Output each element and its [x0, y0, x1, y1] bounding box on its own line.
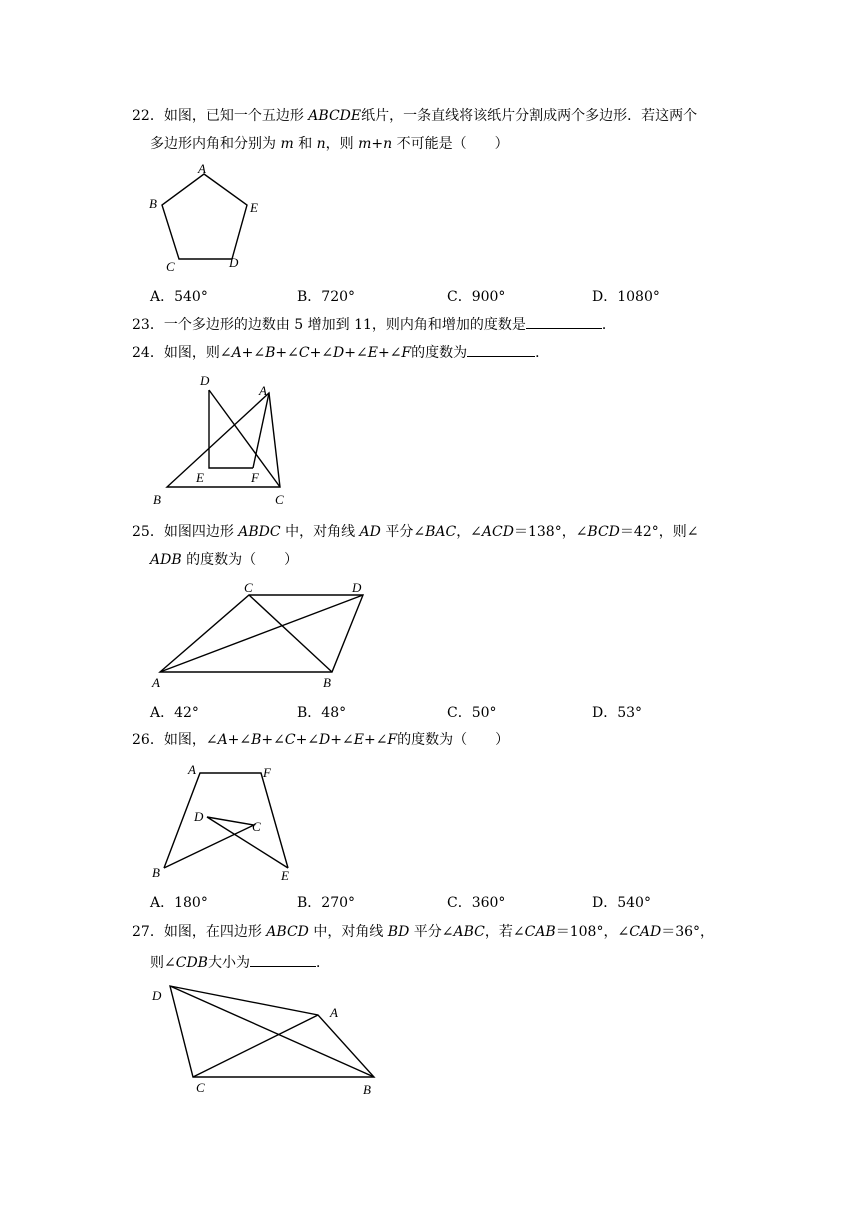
- hexagram-figure: [148, 758, 303, 888]
- q24-label-c: C: [275, 492, 284, 507]
- q26-number: 26．: [132, 732, 164, 748]
- q25-option-c[interactable]: C．50°: [447, 705, 497, 721]
- q26-line: 26．如图，∠A+∠B+∠C+∠D+∠E+∠F的度数为（ ）: [132, 732, 510, 748]
- q27-label-c: C: [196, 1080, 205, 1095]
- q27-line2: 则∠CDB大小为 ．: [150, 952, 330, 973]
- q27-label-a: A: [330, 1005, 338, 1020]
- q25-option-d[interactable]: D．53°: [592, 705, 643, 721]
- q22-label-c: C: [166, 259, 175, 274]
- q25-options: [150, 702, 750, 722]
- q24-label-e: E: [196, 470, 204, 485]
- q25-label-d: D: [352, 580, 362, 595]
- q22-label-a: A: [198, 161, 206, 176]
- q25-line2: ADB 的度数为（ ）: [150, 552, 299, 568]
- q26-label-e: E: [281, 868, 289, 883]
- q24-label-a: A: [259, 383, 267, 398]
- q24-label-d: D: [200, 373, 210, 388]
- q25-number: 25．: [132, 524, 164, 540]
- q24-label-f: F: [251, 470, 259, 485]
- quadrilateral-abcd-figure: [145, 980, 390, 1105]
- q26-label-a: A: [188, 762, 196, 777]
- q25-option-b[interactable]: B．48°: [297, 705, 347, 721]
- q22-option-c[interactable]: C．900°: [447, 289, 506, 305]
- q23-number: 23．: [132, 317, 164, 333]
- q26-option-a[interactable]: A．180°: [150, 895, 208, 911]
- q27-line1: 27．如图，在四边形 ABCD 中，对角线 BD 平分∠ABC，若∠CAB＝108°，∠CAD＝36°，: [132, 924, 715, 940]
- q22-option-a[interactable]: A．540°: [150, 289, 208, 305]
- q27-answer-blank[interactable]: [250, 952, 316, 967]
- q22-label-d: D: [229, 255, 239, 270]
- quadrilateral-abdc-figure: [148, 578, 378, 693]
- q25-label-c: C: [244, 580, 253, 595]
- q23-answer-blank[interactable]: [526, 314, 602, 329]
- q25-line1: 25．如图四边形 ABDC 中，对角线 AD 平分∠BAC，∠ACD＝138°，∠BCD＝42°，则∠: [132, 524, 699, 540]
- q25-label-a: A: [152, 675, 160, 690]
- triangles-figure: [145, 370, 295, 510]
- q23-line: 23．一个多边形的边数由 5 增加到 11，则内角和增加的度数是 ．: [132, 314, 616, 335]
- q27-label-d: D: [152, 988, 162, 1003]
- q25-option-a[interactable]: A．42°: [150, 705, 199, 721]
- q24-line: 24．如图，则∠A+∠B+∠C+∠D+∠E+∠F的度数为 ．: [132, 342, 549, 363]
- pentagon-figure: [140, 160, 270, 275]
- q22-label-e: E: [250, 200, 258, 215]
- q22-options: [150, 286, 750, 306]
- q24-number: 24．: [132, 345, 164, 361]
- q22-option-b[interactable]: B．720°: [297, 289, 356, 305]
- q26-label-b: B: [152, 865, 160, 880]
- q22-line1: 22．如图，已知一个五边形 ABCDE纸片，一条直线将该纸片分割成两个多边形．若这两个: [132, 108, 698, 124]
- q26-option-d[interactable]: D．540°: [592, 895, 651, 911]
- q27-number: 27．: [132, 924, 164, 940]
- q24-answer-blank[interactable]: [467, 342, 535, 357]
- q26-option-b[interactable]: B．270°: [297, 895, 356, 911]
- q22-option-d[interactable]: D．1080°: [592, 289, 660, 305]
- q26-label-f: F: [263, 765, 271, 780]
- q26-option-c[interactable]: C．360°: [447, 895, 506, 911]
- q22-label-b: B: [149, 196, 157, 211]
- q25-label-b: B: [323, 675, 331, 690]
- q22-number: 22．: [132, 108, 164, 124]
- q22-line2: 多边形内角和分别为 m 和 n，则 m+n 不可能是（ ）: [150, 136, 509, 152]
- q26-label-c: C: [252, 819, 261, 834]
- q27-label-b: B: [363, 1082, 371, 1097]
- q26-label-d: D: [194, 809, 204, 824]
- q24-label-b: B: [153, 492, 161, 507]
- q26-options: [150, 892, 750, 912]
